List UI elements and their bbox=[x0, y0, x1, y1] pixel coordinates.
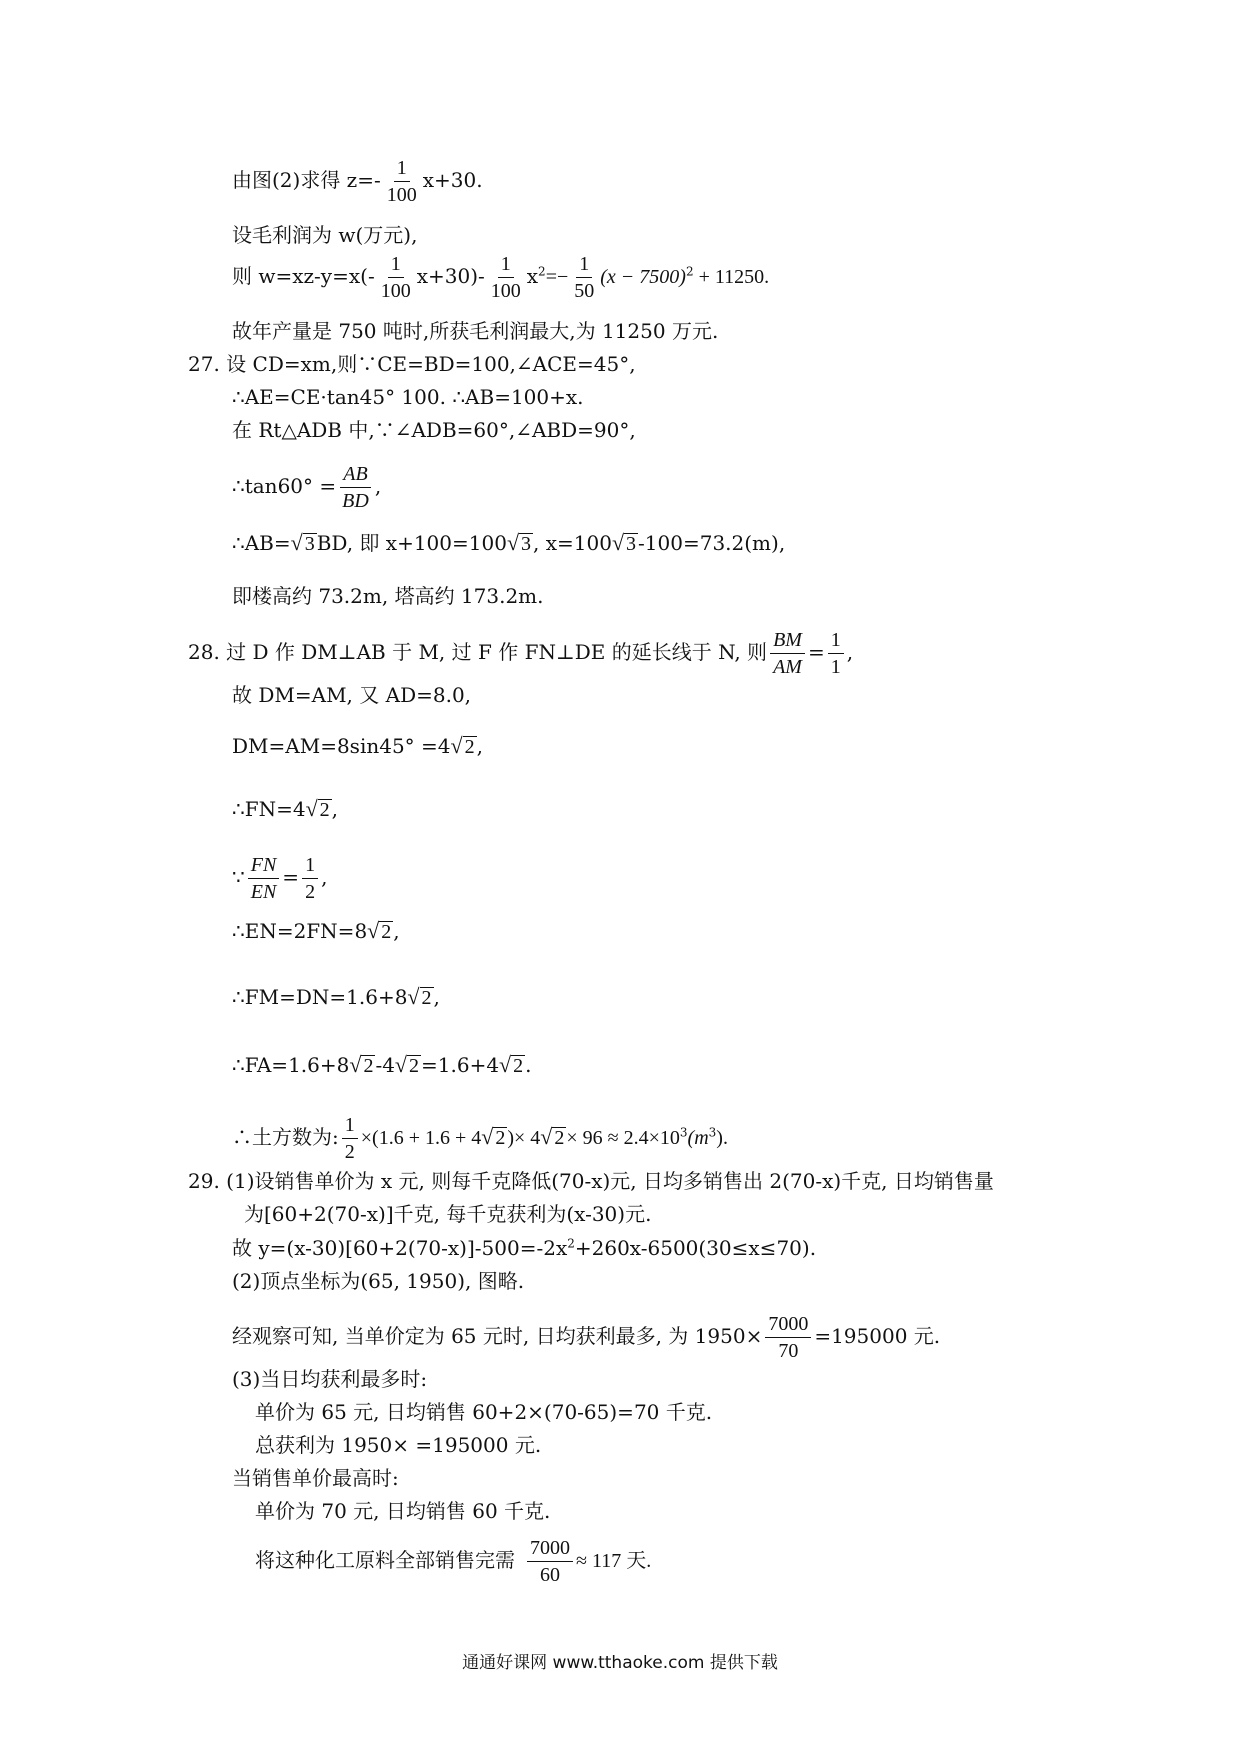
part3b-line: 总获利为 1950× =195000 元. bbox=[255, 1433, 542, 1457]
denominator: AM bbox=[773, 656, 802, 678]
text: ∵ bbox=[232, 865, 245, 889]
fraction bbox=[339, 462, 372, 513]
ab-line bbox=[232, 530, 785, 556]
radicand: 2 bbox=[554, 1127, 565, 1149]
denominator: EN bbox=[250, 881, 277, 903]
w-formula-line bbox=[232, 252, 769, 303]
text: 则 w=xz-y=x(- bbox=[232, 264, 375, 288]
numerator: 7000 bbox=[527, 1536, 573, 1562]
numerator: 1 bbox=[394, 156, 410, 182]
numerator: 1 bbox=[342, 1113, 358, 1139]
text: ∴土方数为: bbox=[232, 1125, 339, 1149]
denominator: BD bbox=[342, 490, 369, 512]
ratio-line bbox=[232, 853, 327, 904]
dm8-line bbox=[232, 733, 483, 759]
denominator: 100 bbox=[386, 184, 417, 206]
text: = bbox=[282, 865, 300, 889]
text: ∴tan60° = bbox=[232, 474, 337, 498]
text: x+30)- bbox=[416, 264, 485, 288]
z-formula-line bbox=[232, 156, 483, 207]
superscript: 2 bbox=[685, 264, 694, 279]
sqrt: √ 2 bbox=[305, 796, 330, 821]
text: ). bbox=[716, 1127, 728, 1149]
numerator: FN bbox=[248, 853, 280, 879]
fa-line bbox=[232, 1052, 531, 1078]
text: +260x-6500(30≤x≤70). bbox=[574, 1236, 817, 1260]
sqrt: √ 2 bbox=[450, 733, 475, 758]
sqrt: √ 3 bbox=[506, 530, 532, 555]
text: ∴EN=2FN=8 bbox=[232, 919, 368, 943]
sqrt: √ 2 bbox=[481, 1124, 506, 1149]
part3d-line: 单价为 70 元, 日均销售 60 千克. bbox=[255, 1499, 551, 1523]
text: , bbox=[393, 919, 400, 943]
fraction bbox=[770, 628, 805, 679]
fraction bbox=[828, 628, 844, 679]
text: ∴FM=DN=1.6+8 bbox=[232, 985, 408, 1009]
part3a-line: 单价为 65 元, 日均销售 60+2×(70-65)=70 千克. bbox=[255, 1400, 713, 1424]
page-footer: 通通好课网 www.tthaoke.com 提供下载 bbox=[462, 1653, 778, 1673]
dm-line: 故 DM=AM, 又 AD=8.0, bbox=[232, 683, 472, 707]
text: × 96 ≈ 2.4×10 bbox=[566, 1127, 680, 1149]
text: ∴AB= bbox=[232, 531, 291, 555]
text: . bbox=[525, 1053, 532, 1077]
radicand: 3 bbox=[304, 533, 315, 555]
radicand: 2 bbox=[381, 921, 392, 943]
text: ×(1.6 + 1.6 + 4 bbox=[360, 1127, 482, 1149]
denominator: 100 bbox=[490, 280, 521, 302]
tan60-line bbox=[232, 462, 381, 513]
conclusion-27: 即楼高约 73.2m, 塔高约 173.2m. bbox=[232, 584, 544, 608]
sqrt: √ 2 bbox=[367, 918, 392, 943]
text: 28. 过 D 作 DM⊥AB 于 M, 过 F 作 FN⊥DE 的延长线于 N, 则 bbox=[188, 640, 768, 664]
sell-days-line bbox=[255, 1536, 651, 1587]
conclusion-26: 故年产量是 750 吨时,所获毛利润最大,为 11250 万元. bbox=[232, 319, 719, 343]
radicand: 2 bbox=[363, 1055, 374, 1077]
superscript: 2 bbox=[567, 1236, 575, 1251]
sqrt: √ 2 bbox=[499, 1052, 524, 1077]
text: ≈ 117 天. bbox=[576, 1550, 652, 1572]
sqrt: √ 2 bbox=[394, 1052, 419, 1077]
sqrt: √ 2 bbox=[349, 1052, 374, 1077]
text: , bbox=[321, 865, 328, 889]
vertex-line: (2)顶点坐标为(65, 1950), 图略. bbox=[232, 1269, 525, 1293]
numerator: 1 bbox=[388, 252, 404, 278]
fraction bbox=[342, 1113, 358, 1164]
fraction bbox=[571, 252, 597, 303]
problem-29-line2: 为[60+2(70-x)]千克, 每千克获利为(x-30)元. bbox=[244, 1202, 652, 1226]
text: , bbox=[433, 985, 440, 1009]
text: =195000 元. bbox=[814, 1324, 941, 1348]
superscript: 3 bbox=[708, 1125, 717, 1140]
text: , bbox=[331, 797, 339, 821]
numerator: BM bbox=[770, 628, 805, 654]
denominator: 1 bbox=[830, 656, 841, 678]
sqrt: √ 2 bbox=[407, 984, 432, 1009]
text: 由图(2)求得 z=- bbox=[232, 168, 381, 192]
numerator: 7000 bbox=[765, 1312, 811, 1338]
denominator: 60 bbox=[540, 1564, 560, 1586]
fraction bbox=[384, 156, 420, 207]
text: 将这种化工原料全部销售完需 bbox=[255, 1548, 515, 1572]
radicand: 3 bbox=[626, 533, 637, 555]
earth-volume-line bbox=[232, 1113, 728, 1164]
part3c-line: 当销售单价最高时: bbox=[232, 1466, 399, 1490]
numerator: 1 bbox=[576, 252, 592, 278]
sqrt: √ 3 bbox=[611, 530, 637, 555]
y-formula-line bbox=[232, 1235, 816, 1261]
problem-27-line1: 27. 设 CD=xm,则∵CE=BD=100,∠ACE=45°, bbox=[188, 352, 636, 376]
superscript: 2 bbox=[538, 264, 546, 279]
text: BD, 即 x+100=100 bbox=[316, 531, 507, 555]
text: = bbox=[807, 640, 825, 664]
text: x+30. bbox=[422, 168, 483, 192]
text: -4 bbox=[375, 1053, 395, 1077]
radicand: 2 bbox=[319, 799, 330, 821]
denominator: 2 bbox=[305, 881, 316, 903]
radicand: 3 bbox=[521, 533, 532, 555]
text: =1.6+4 bbox=[421, 1053, 500, 1077]
fraction bbox=[302, 853, 318, 904]
text: + 11250. bbox=[693, 266, 770, 288]
numerator: 1 bbox=[302, 853, 318, 879]
text: =− bbox=[545, 266, 569, 288]
denominator: 50 bbox=[574, 280, 595, 302]
fraction bbox=[488, 252, 524, 303]
radicand: 2 bbox=[409, 1055, 419, 1077]
fraction bbox=[765, 1312, 811, 1363]
text: DM=AM=8sin45° =4 bbox=[232, 734, 451, 758]
radicand: 2 bbox=[464, 736, 475, 758]
radicand: 2 bbox=[513, 1055, 524, 1077]
text: , bbox=[374, 474, 382, 498]
numerator: 1 bbox=[498, 252, 514, 278]
numerator: AB bbox=[340, 462, 370, 488]
fm-line bbox=[232, 984, 440, 1010]
text: 故 y=(x-30)[60+2(70-x)]-500=-2x bbox=[232, 1236, 568, 1260]
denominator: 100 bbox=[380, 280, 411, 302]
radicand: 2 bbox=[495, 1127, 506, 1149]
part3-line: (3)当日均获利最多时: bbox=[232, 1367, 428, 1391]
text: , bbox=[846, 640, 854, 664]
denominator: 2 bbox=[344, 1141, 355, 1163]
text: ∴FA=1.6+8 bbox=[232, 1053, 350, 1077]
text: (x − 7500) bbox=[600, 266, 686, 288]
fraction bbox=[248, 853, 280, 904]
text: , bbox=[476, 734, 483, 758]
numerator: 1 bbox=[828, 628, 844, 654]
radicand: 2 bbox=[421, 987, 432, 1009]
sqrt: √ 3 bbox=[290, 530, 315, 555]
text: (m bbox=[687, 1127, 709, 1149]
problem-28-head bbox=[188, 628, 853, 679]
set-w-line: 设毛利润为 w(万元), bbox=[232, 223, 418, 247]
text: -100=73.2(m), bbox=[638, 531, 786, 555]
text: x bbox=[526, 264, 539, 288]
fraction bbox=[378, 252, 414, 303]
text: 经观察可知, 当单价定为 65 元时, 日均获利最多, 为 1950× bbox=[232, 1324, 763, 1348]
fn-line bbox=[232, 796, 338, 822]
en-line bbox=[232, 918, 400, 944]
text: , x=100 bbox=[533, 531, 612, 555]
denominator: 70 bbox=[778, 1340, 799, 1362]
sqrt: √ 2 bbox=[540, 1124, 565, 1149]
problem-27-line2: ∴AE=CE·tan45° 100. ∴AB=100+x. bbox=[232, 385, 584, 409]
text: )× 4 bbox=[507, 1127, 541, 1149]
superscript: 3 bbox=[679, 1125, 688, 1140]
problem-27-line3: 在 Rt△ADB 中,∵∠ADB=60°,∠ABD=90°, bbox=[232, 418, 636, 442]
text: ∴FN=4 bbox=[232, 797, 306, 821]
problem-29-line1: 29. (1)设销售单价为 x 元, 则每千克降低(70-x)元, 日均多销售出 2(70-x)千克, 日均销售量 bbox=[188, 1169, 994, 1193]
fraction bbox=[527, 1536, 573, 1587]
observation-line bbox=[232, 1312, 940, 1363]
